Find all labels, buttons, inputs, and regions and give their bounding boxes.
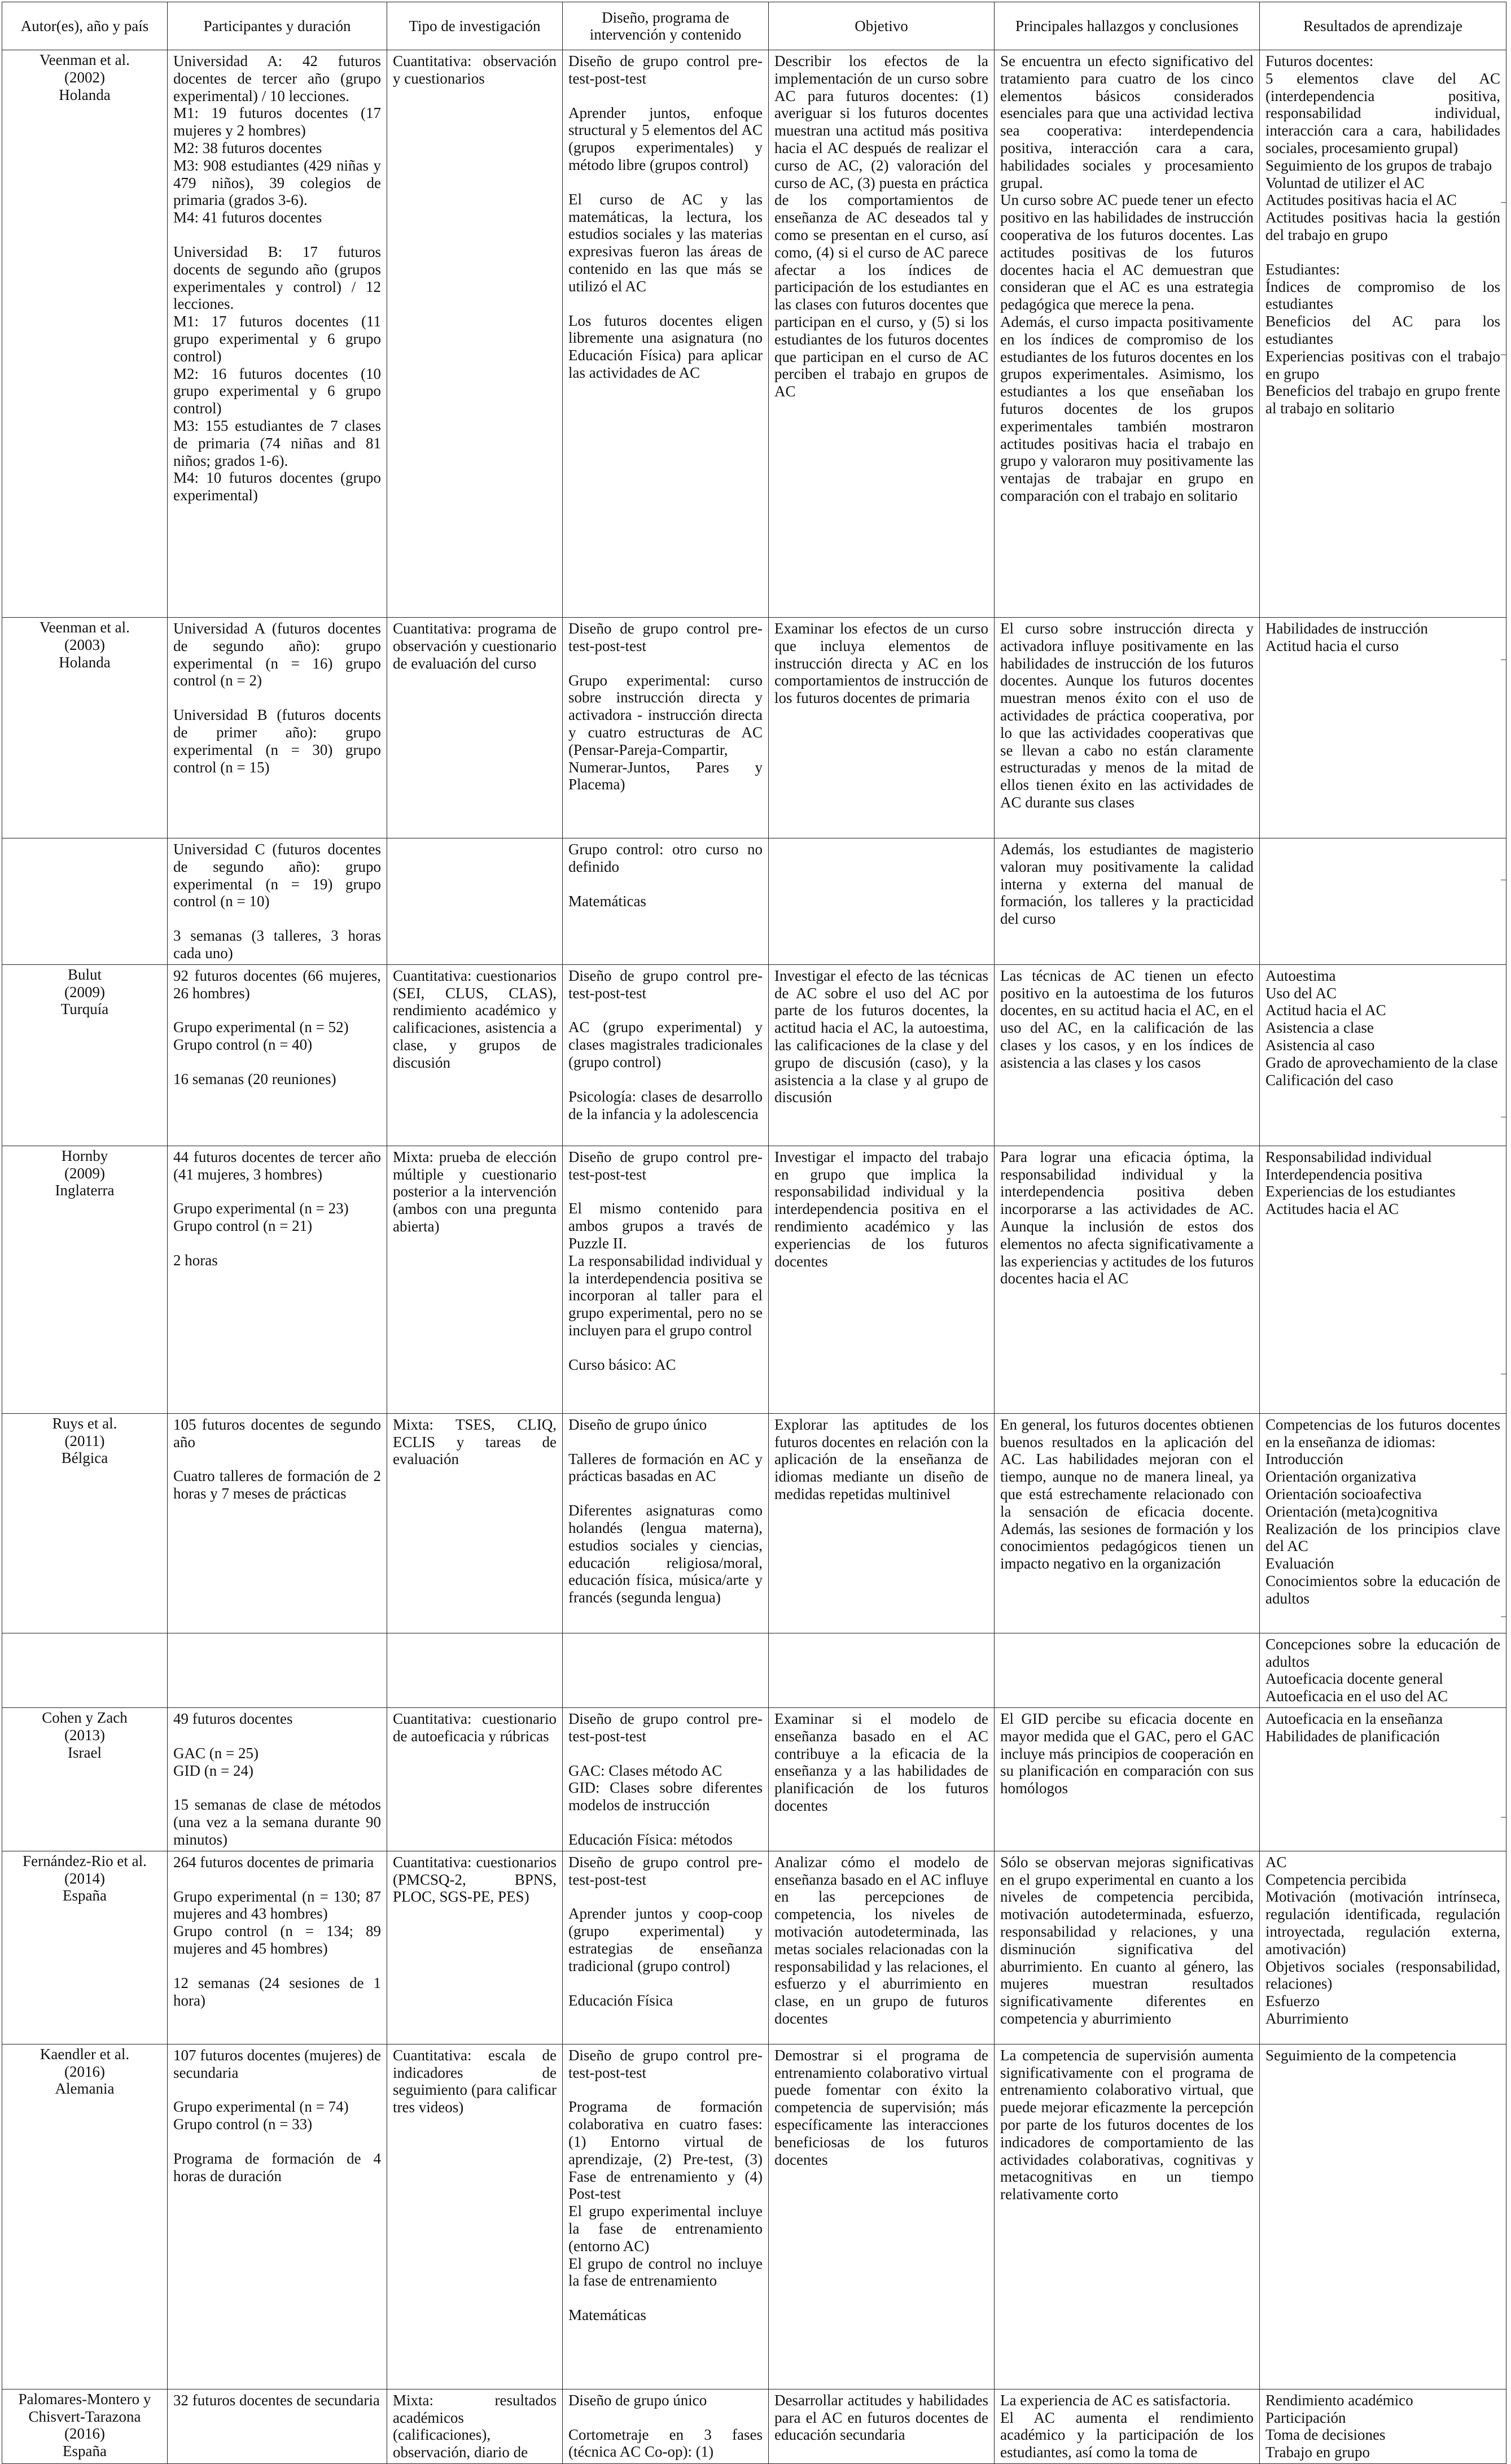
author-line: Ruys et al.: [52, 1414, 117, 1432]
design-paragraph: Programa de formación colaborativa en cuatro fases: (1) Entorno virtual de aprendizaje, (2) Pre-test, (3) Fase de entrenamiento y (4) Post-test El grupo experimental incluye la fase de entrenamiento (entorno AC) El grupo de control no incluye la fase de entrenamiento: [568, 2098, 763, 2290]
author-line: España: [63, 2443, 107, 2460]
type-paragraph: Cuantitativa: cuestionarios (SEI, CLUS, CLAS), rendimiento académico y calificaciones, asistencia a clase, y grupos de discusión: [393, 967, 557, 1071]
cell-participants: [168, 2044, 387, 2389]
cell-results: [1260, 964, 1506, 1146]
cell-results: [1260, 1146, 1506, 1413]
cell-author: [2, 1851, 168, 2044]
design-paragraph: Diseño de grupo único: [568, 1416, 707, 1433]
findings-paragraph: Además, los estudiantes de magisterio valoran muy positivamente la calidad interna y externa del manual de formación, los talleres y la practicidad del curso: [1000, 841, 1254, 928]
cell-objective: [769, 2044, 995, 2389]
cell-objective: [769, 2389, 995, 2463]
cell-findings: [995, 964, 1260, 1146]
table-row: [2, 964, 1506, 1146]
type-paragraph: Cuantitativa: cuestionario de autoeficacia y rúbricas: [393, 1710, 557, 1745]
findings-paragraph: Para lograr una eficacia óptima, la responsabilidad individual y la interdependencia positiva deben incorporarse a las actividades de AC. Aunque la inclusión de estos dos elementos no afecta significativamente a las experiencias y actitudes de los futuros docentes hacia el AC: [1000, 1148, 1254, 1287]
cell-results: [1260, 838, 1506, 965]
design-paragraph: Diseño de grupo control pre-test-post-test: [568, 1710, 763, 1745]
author-line: Holanda: [59, 86, 111, 103]
type-paragraph: Cuantitativa: observación y cuestionarios: [393, 53, 557, 87]
cell-type: [387, 1707, 563, 1851]
participants-paragraph: 3 semanas (3 talleres, 3 horas cada uno): [173, 927, 381, 962]
design-paragraph: Aprender juntos, enfoque structural y 5 elementos del AC (grupos experimentales) y método libre (grupos control): [568, 104, 763, 173]
author-line: España: [63, 1887, 107, 1904]
table-row: [2, 1146, 1506, 1413]
cell-design: [563, 1633, 769, 1707]
cell-participants: [168, 1413, 387, 1633]
cell-objective: [769, 1707, 995, 1851]
findings-paragraph: El GID percibe su eficacia docente en mayor medida que el GAC, pero el GAC incluye más principios de cooperación en su planificación en comparación con sus homólogos: [1000, 1710, 1254, 1797]
type-paragraph: Mixta: TSES, CLIQ, ECLIS y tareas de evaluación: [393, 1416, 557, 1468]
cell-objective: [769, 50, 995, 618]
participants-paragraph: Cuatro talleres de formación de 2 horas y 7 meses de prácticas: [173, 1467, 381, 1502]
cell-author: [2, 618, 168, 838]
cell-design: [563, 1146, 769, 1413]
design-paragraph: AC (grupo experimental) y clases magistrales tradicionales (grupo control): [568, 1019, 763, 1071]
author-line: Palomares-Montero y: [18, 2390, 151, 2408]
studies-table: [2, 2, 1506, 2464]
table-row: [2, 1633, 1506, 1707]
table-row: [2, 2389, 1506, 2463]
design-paragraph: Diseño de grupo control pre-test-post-test: [568, 1148, 763, 1183]
cell-participants: [168, 50, 387, 618]
cell-participants: [168, 618, 387, 838]
author-line: Kaendler et al.: [40, 2045, 130, 2063]
cell-objective: [769, 1146, 995, 1413]
author-line: Holanda: [59, 653, 111, 671]
participants-paragraph: Universidad B (futuros docents de primer año): grupo experimental (n = 30) grupo control (n = 15): [173, 706, 381, 776]
cell-type: [387, 50, 563, 618]
cell-results: [1260, 618, 1506, 838]
type-paragraph: Cuantitativa: cuestionarios (PMCSQ-2, BPNS, PLOC, SGS-PE, PES): [393, 1853, 557, 1906]
design-paragraph: GAC: Clases método AC GID: Clases sobre diferentes modelos de instrucción: [568, 1762, 763, 1814]
cell-design: [563, 838, 769, 965]
cell-participants: [168, 1633, 387, 1707]
table-body: [2, 50, 1506, 2464]
design-paragraph: Diseño de grupo control pre-test-post-test: [568, 53, 763, 87]
header-participants: Participantes y duración: [168, 2, 387, 50]
cell-design: [563, 1413, 769, 1633]
design-paragraph: Diseño de grupo control pre-test-post-test: [568, 620, 763, 654]
cell-objective: [769, 1413, 995, 1633]
design-paragraph: Educación Física: métodos: [568, 1830, 733, 1848]
objective-paragraph: Examinar los efectos de un curso que incluya elementos de instrucción directa y AC en los comportamientos de instrucción de los futuros docentes de primaria: [774, 620, 988, 707]
findings-paragraph: En general, los futuros docentes obtienen buenos resultados en la aplicación del AC. Las habilidades mejoran con el tiempo, aunque no de manera lineal, ya que está estrechamente relacionado con la sensación de eficacia docente. Además, las sesiones de formación y los conocimientos pedagógicos tienen un impacto negativo en la organización: [1000, 1416, 1254, 1572]
findings-paragraph: La competencia de supervisión aumenta significativamente con el programa de entrenamiento colaborativo virtual, que puede mejorar eficazmente la percepción por parte de los futuros docentes de los indicadores de comportamiento de las actividades colaborativas, cognitivas y metacognitivas en un tiempo relativamente corto: [1000, 2046, 1254, 2203]
cell-type: [387, 1146, 563, 1413]
table-row: [2, 618, 1506, 838]
cell-results: [1260, 50, 1506, 618]
author-line: (2011): [64, 1432, 105, 1449]
design-paragraph: Aprender juntos y coop-coop (grupo experimental) y estrategias de enseñanza tradicional (grupo control): [568, 1905, 763, 1974]
design-paragraph: El curso de AC y las matemáticas, la lectura, los estudios sociales y las materias expresivas fueron las áreas de contenido en las que más se utilizó el AC: [568, 190, 763, 295]
participants-paragraph: 105 futuros docentes de segundo año: [173, 1416, 381, 1451]
author-line: (2014): [64, 1869, 105, 1887]
cell-participants: [168, 1851, 387, 2044]
type-paragraph: Cuantitativa: programa de observación y cuestionario de evaluación del curso: [393, 620, 557, 672]
cell-participants: [168, 838, 387, 965]
author-line: Chisvert-Tarazona: [28, 2408, 141, 2425]
table-row: [2, 1413, 1506, 1633]
author-line: Bélgica: [61, 1449, 108, 1467]
participants-paragraph: 32 futuros docentes de secundaria: [173, 2391, 380, 2409]
results-paragraph: Futuros docentes: 5 elementos clave del AC (interdependencia positiva, responsabilidad individual, interacción cara a cara, habilidades sociales, procesamiento grupal) Seguimiento de los grupos de trabajo Voluntad de utilizer el AC Actitudes positivas hacia el AC Actitudes positivas hacia la gestión del trabajo en grupo: [1265, 53, 1500, 243]
cell-results: [1260, 1633, 1506, 1707]
cell-findings: [995, 1633, 1260, 1707]
findings-paragraph: La experiencia de AC es satisfactoria. El AC aumenta el rendimiento académico y la participación de los estudiantes, así como la toma de: [1000, 2391, 1254, 2461]
cell-type: [387, 1633, 563, 1707]
cell-design: [563, 1707, 769, 1851]
page-edge-mark: [1501, 1817, 1506, 1818]
participants-paragraph: 15 semanas de clase de métodos (una vez a la semana durante 90 minutos): [173, 1796, 381, 1848]
objective-paragraph: Describir los efectos de la implementación de un curso sobre AC para futuros docentes: (1) averiguar si los futuros docentes muestran una actitud más positiva hacia el AC después de realizar el curso de AC, (2) valoración del curso de AC, (3) puesta en práctica de los comportamientos de enseñanza de AC deseados tal y como se presentan en el curso, así como, (4) si el curso de AC parece afectar a los índices de participación de los estudiantes en las clases con futuros docentes que participan en el curso, y (5) si los estudiantes de los futuros docentes que participan en el curso de AC perciben el trabajo en grupos de AC: [774, 53, 988, 400]
results-paragraph: Seguimiento de la competencia: [1265, 2046, 1457, 2064]
cell-findings: [995, 50, 1260, 618]
objective-paragraph: Explorar las aptitudes de los futuros docentes en relación con la aplicación de la enseñanza de idiomas mediante un diseño de medidas repetidas multinivel: [774, 1416, 988, 1502]
header-design: Diseño, programa de intervención y contenido: [563, 2, 769, 50]
results-paragraph: Competencias de los futuros docentes en la enseñanza de idiomas: Introducción Orientación organizativa Orientación socioafectiva Orientación (meta)cognitiva Realización de los principios clave del AC Evaluación Conocimientos sobre la educación de adultos: [1265, 1416, 1500, 1607]
cell-participants: [168, 1707, 387, 1851]
author-line: (2009): [64, 983, 105, 1001]
results-paragraph: AC Competencia percibida Motivación (motivación intrínseca, regulación identificada, regulación introyectada, regulación externa, amotivación) Objetivos sociales (responsabilidad, relaciones) Esfuerzo Aburrimiento: [1265, 1853, 1500, 2027]
cell-findings: [995, 2389, 1260, 2463]
design-paragraph: Los futuros docentes eligen libremente una asignatura (no Educación Física) para aplicar las actividades de AC: [568, 312, 763, 381]
author-line: Veenman et al.: [40, 619, 130, 636]
header-objective: Objetivo: [769, 2, 995, 50]
type-paragraph: Mixta: prueba de elección múltiple y cuestionario posterior a la intervención (ambos con una pregunta abierta): [393, 1148, 557, 1235]
document-page: [2, 2, 1506, 2464]
table-row: [2, 838, 1506, 965]
header-results: Resultados de aprendizaje: [1260, 2, 1506, 50]
participants-paragraph: Grupo experimental (n = 23) Grupo control (n = 21): [173, 1200, 349, 1235]
author-line: Alemania: [55, 2080, 115, 2098]
cell-design: [563, 618, 769, 838]
cell-objective: [769, 838, 995, 965]
findings-paragraph: El curso sobre instrucción directa y activadora influye positivamente en las habilidades de instrucción de los futuros docentes. Aunque los futuros docentes muestran menos éxito con el uso de actividades de práctica cooperativa, por lo que las actividades cooperativas que se llevan a cabo no están claramente estructuradas y menos de la mitad de ellos tienen éxito en las actividades de AC durante sus clases: [1000, 620, 1254, 811]
author-line: (2013): [64, 1726, 105, 1744]
design-paragraph: Diseño de grupo único: [568, 2391, 707, 2409]
cell-design: [563, 2389, 769, 2463]
participants-paragraph: 2 horas: [173, 1251, 218, 1269]
participants-paragraph: 12 semanas (24 sesiones de 1 hora): [173, 1974, 381, 2009]
cell-author: [2, 838, 168, 965]
table-row: [2, 50, 1506, 618]
cell-author: [2, 1146, 168, 1413]
page-edge-mark: [1501, 202, 1506, 203]
cell-type: [387, 1413, 563, 1633]
cell-objective: [769, 964, 995, 1146]
cell-author: [2, 2044, 168, 2389]
design-paragraph: Diseño de grupo control pre-test-post-test: [568, 967, 763, 1002]
cell-participants: [168, 1146, 387, 1413]
cell-type: [387, 838, 563, 965]
cell-author: [2, 1707, 168, 1851]
participants-paragraph: Universidad B: 17 futuros docents de segundo año (grupos experimentales y control) / 12 lecciones. M1: 17 futuros docentes (11 grupo experimental y 6 grupo control) M2: 16 futuros docentes (10 grupo experimental y 6 grupo control) M3: 155 estudiantes de 7 clases de primaria (74 niñas and 81 niños; grados 1-6). M4: 10 futuros docentes (grupo experimental): [173, 243, 381, 504]
page-edge-mark: [1501, 659, 1506, 660]
design-paragraph: El mismo contenido para ambos grupos a través de Puzzle II. La responsabilidad individual y la interdependencia positiva se incorporan al taller para el grupo experimental, pero no se incluyen para el grupo control: [568, 1200, 763, 1339]
author-line: Hornby: [61, 1147, 108, 1164]
author-line: Veenman et al.: [40, 51, 130, 68]
author-line: Turquía: [60, 1001, 109, 1018]
participants-paragraph: Programa de formación de 4 horas de duración: [173, 2150, 381, 2185]
results-paragraph: Responsabilidad individual Interdependencia positiva Experiencias de los estudiantes Actitudes hacia el AC: [1265, 1148, 1456, 1218]
cell-findings: [995, 1707, 1260, 1851]
objective-paragraph: Desarrollar actitudes y habilidades para el AC en futuros docentes de educación secundaria: [774, 2391, 988, 2444]
objective-paragraph: Demostrar si el programa de entrenamiento colaborativo virtual puede fomentar con éxito la competencia de supervisión; más específicamente las interacciones beneficiosas de los futuros docentes: [774, 2046, 988, 2168]
participants-paragraph: Grupo experimental (n = 130; 87 mujeres and 43 hombres) Grupo control (n = 134; 89 mujeres and 45 hombres): [173, 1888, 381, 1957]
design-paragraph: Cortometraje en 3 fases (técnica AC Co-op): (1): [568, 2426, 763, 2461]
cell-author: [2, 50, 168, 618]
cell-type: [387, 964, 563, 1146]
design-paragraph: Grupo experimental: curso sobre instrucción directa y activadora - instrucción directa y cuatro estructuras de AC (Pensar-Pareja-Compartir, Numerar-Juntos, Pares y Placema): [568, 671, 763, 793]
author-line: Bulut: [67, 965, 102, 983]
participants-paragraph: 16 semanas (20 reuniones): [173, 1070, 336, 1087]
participants-paragraph: 264 futuros docentes de primaria: [173, 1853, 374, 1871]
table-row: [2, 2044, 1506, 2389]
type-paragraph: Cuantitativa: escala de indicadores de seguimiento (para calificar tres videos): [393, 2046, 557, 2116]
cell-type: [387, 618, 563, 838]
cell-author: [2, 1633, 168, 1707]
results-paragraph: Rendimiento académico Participación Toma de decisiones Trabajo en grupo: [1265, 2391, 1413, 2461]
cell-type: [387, 1851, 563, 2044]
header-findings: Principales hallazgos y conclusiones: [995, 2, 1260, 50]
participants-paragraph: 49 futuros docentes: [173, 1710, 293, 1727]
cell-findings: [995, 618, 1260, 838]
cell-results: [1260, 1707, 1506, 1851]
participants-paragraph: Grupo experimental (n = 74) Grupo control (n = 33): [173, 2098, 349, 2133]
design-paragraph: Matemáticas: [568, 892, 646, 910]
header-row: [2, 2, 1506, 50]
participants-paragraph: Universidad A: 42 futuros docentes de tercer año (grupo experimental) / 10 lecciones. M1: 19 futuros docentes (17 mujeres y 2 hombres) M2: 38 futuros docentes M3: 908 estudiantes (429 niñas y 479 niños), 39 colegios de primaria (grados 3-6). M4: 41 futuros docentes: [173, 53, 381, 226]
design-paragraph: Psicología: clases de desarrollo de la infancia y la adolescencia: [568, 1087, 763, 1122]
design-paragraph: Talleres de formación en AC y prácticas basadas en AC: [568, 1450, 763, 1485]
cell-results: [1260, 2389, 1506, 2463]
participants-paragraph: GAC (n = 25) GID (n = 24): [173, 1744, 259, 1779]
cell-findings: [995, 838, 1260, 965]
cell-objective: [769, 618, 995, 838]
author-line: Cohen y Zach: [42, 1709, 128, 1726]
design-paragraph: Matemáticas: [568, 2306, 646, 2324]
cell-design: [563, 1851, 769, 2044]
results-paragraph: Estudiantes: Índices de compromiso de los estudiantes Beneficios del AC para los estudiantes Experiencias positivas con el trabajo en grupo Beneficios del trabajo en grupo frente al trabajo en solitario: [1265, 260, 1500, 417]
table-row: [2, 1851, 1506, 2044]
participants-paragraph: 107 futuros docentes (mujeres) de secundaria: [173, 2046, 381, 2081]
table-row: [2, 1707, 1506, 1851]
objective-paragraph: Examinar si el modelo de enseñanza basado en el AC contribuye a la eficacia de la enseñanza y a las habilidades de planificación de los futuros docentes: [774, 1710, 988, 1814]
header-type: Tipo de investigación: [387, 2, 563, 50]
author-line: (2003): [64, 636, 105, 653]
cell-findings: [995, 1851, 1260, 2044]
cell-author: [2, 1413, 168, 1633]
cell-participants: [168, 2389, 387, 2463]
cell-participants: [168, 964, 387, 1146]
objective-paragraph: Investigar el efecto de las técnicas de AC sobre el uso del AC por parte de los futuros docentes, la actitud hacia el AC, la autoestima, las calificaciones de la clase y del grupo de discusión (caso), y la asistencia a la clase y al grupo de discusión: [774, 967, 988, 1106]
objective-paragraph: Analizar cómo el modelo de enseñanza basado en el AC influye en las percepciones de competencia, los niveles de motivación autodeterminada, las metas sociales relacionadas con la responsabilidad y las relaciones, el esfuerzo y el aburrimiento en clase, en un grupo de futuros docentes: [774, 1853, 988, 2027]
cell-objective: [769, 1851, 995, 2044]
cell-design: [563, 2044, 769, 2389]
results-paragraph: Autoeficacia en la enseñanza Habilidades de planificación: [1265, 1710, 1443, 1745]
design-paragraph: Curso básico: AC: [568, 1356, 676, 1373]
design-paragraph: Diferentes asignaturas como holandés (lengua materna), estudios sociales y ciencias, educación religiosa/moral, educación física, música/arte y francés (segunda lengua): [568, 1502, 763, 1606]
cell-type: [387, 2389, 563, 2463]
results-paragraph: Habilidades de instrucción Actitud hacia el curso: [1265, 620, 1428, 654]
cell-type: [387, 2044, 563, 2389]
author-line: (2016): [64, 2063, 105, 2080]
author-line: Israel: [68, 1744, 102, 1761]
participants-paragraph: 44 futuros docentes de tercer año (41 mujeres, 3 hombres): [173, 1148, 381, 1183]
author-line: Inglaterra: [55, 1182, 115, 1199]
objective-paragraph: Investigar el impacto del trabajo en grupo que implica la responsabilidad individual y la interdependencia positiva en el rendimiento académico y las experiencias de los futuros docentes: [774, 1148, 988, 1270]
cell-author: [2, 2389, 168, 2463]
design-paragraph: Diseño de grupo control pre-test-post-test: [568, 2046, 763, 2081]
author-line: (2016): [64, 2425, 105, 2443]
design-paragraph: Educación Física: [568, 1991, 673, 2009]
findings-paragraph: Las técnicas de AC tienen un efecto positivo en la autoestima de los futuros docentes, en su actitud hacia el AC, en el uso del AC, en la calificación de las clases y los casos, y en los índices de asistencia a las clases y los casos: [1000, 967, 1254, 1071]
cell-results: [1260, 1851, 1506, 2044]
design-paragraph: Grupo control: otro curso no definido: [568, 841, 763, 875]
cell-findings: [995, 1413, 1260, 1633]
cell-findings: [995, 2044, 1260, 2389]
participants-paragraph: 92 futuros docentes (66 mujeres, 26 hombres): [173, 967, 381, 1002]
results-paragraph: Autoestima Uso del AC Actitud hacia el AC Asistencia a clase Asistencia al caso Grado de aprovechamiento de la clase Calificación del caso: [1265, 967, 1498, 1089]
cell-findings: [995, 1146, 1260, 1413]
header-author: Autor(es), año y país: [2, 2, 168, 50]
findings-paragraph: Se encuentra un efecto significativo del tratamiento para cuatro de los cinco elementos básicos considerados esenciales para que una actividad lectiva sea cooperativa: interdependencia positiva, interacción cara a cara, habilidades sociales y procesamiento grupal. Un curso sobre AC puede tener un efecto positivo en las habilidades de instrucción cooperativa de los futuros docentes. Las actitudes positivas de los futuros docentes hacia el AC demuestran que consideran que el AC es una estrategia pedagógica que merece la pena. Además, el curso impacta positivamente en los índices de compromiso de los estudiantes de los futuros docentes en los grupos experimentales. Asimismo, los estudiantes a los que enseñaban los futuros docentes de los grupos experimentales también mostraron actitudes positivas hacia el trabajo en grupo y valoraron muy positivamente las ventajas de trabajar en grupo en comparación con el trabajo en solitario: [1000, 53, 1254, 504]
cell-results: [1260, 1413, 1506, 1633]
findings-paragraph: Sólo se observan mejoras significativas en el grupo experimental en cuanto a los niveles de competencia percibida, motivación autodeterminada, esfuerzo, responsabilidad y relaciones, y una disminución significativa del aburrimiento. En cuanto al género, las mujeres muestran resultados significativamente diferentes en competencia y aburrimiento: [1000, 1853, 1254, 2027]
participants-paragraph: Universidad C (futuros docentes de segundo año): grupo experimental (n = 19) grupo control (n = 10): [173, 841, 381, 910]
cell-objective: [769, 1633, 995, 1707]
author-line: Fernández-Rio et al.: [23, 1852, 147, 1869]
cell-results: [1260, 2044, 1506, 2389]
cell-design: [563, 50, 769, 618]
results-paragraph: Concepciones sobre la educación de adultos Autoeficacia docente general Autoeficacia en el uso del AC: [1265, 1635, 1500, 1705]
author-line: (2002): [64, 68, 105, 86]
type-paragraph: Mixta: resultados académicos (calificaciones), observación, diario de: [393, 2391, 557, 2461]
cell-author: [2, 964, 168, 1146]
cell-design: [563, 964, 769, 1146]
design-paragraph: Diseño de grupo control pre-test-post-test: [568, 1853, 763, 1888]
participants-paragraph: Grupo experimental (n = 52) Grupo control (n = 40): [173, 1019, 349, 1054]
participants-paragraph: Universidad A (futuros docentes de segundo año): grupo experimental (n = 16) grupo control (n = 2): [173, 620, 381, 689]
author-line: (2009): [64, 1164, 105, 1182]
